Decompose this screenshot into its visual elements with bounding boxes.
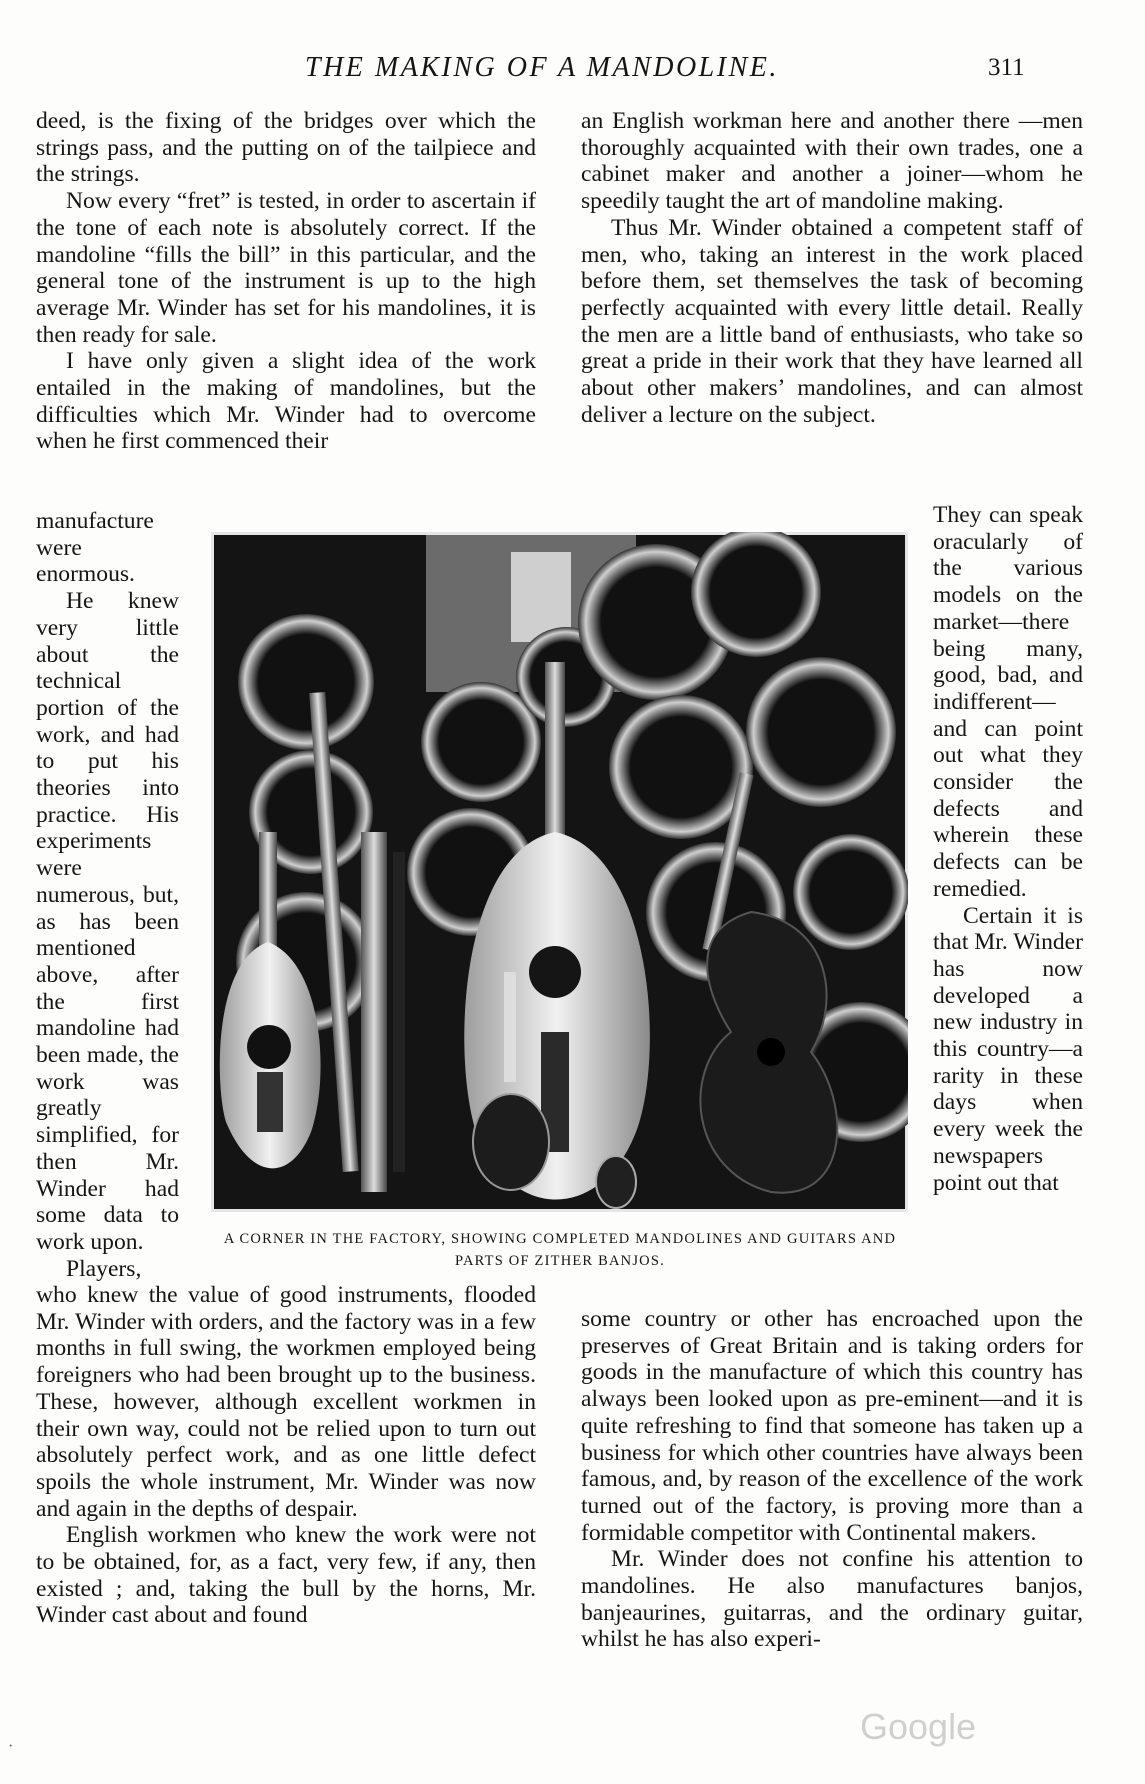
paragraph: Mr. Winder does not confine his attention to mandolines. He also manufactures banjos, banjeaurines, guitarras, and the ordinary guitar, whilst he has also experi- (581, 1546, 1083, 1653)
left-column-narrow (36, 508, 179, 1282)
right-column-top (581, 108, 1083, 428)
figure-caption: A CORNER IN THE FACTORY, SHOWING COMPLETED MANDOLINES AND GUITARS AND PARTS OF ZITHER BANJOS. (223, 1231, 897, 1269)
left-column-bottom (36, 1282, 536, 1629)
paragraph: I have only given a slight idea of the work entailed in the making of mandolines, but the difficulties which Mr. Winder had to overcome when he first commenced their (36, 348, 536, 455)
paragraph: some country or other has encroached upon the preserves of Great Britain and is taking orders for goods in the manufacture of which this country has always been looked upon as pre-eminent—and it is quite refreshing to find that someone has taken up a business for which other countries have always been famous, and, by reason of the excellence of the work turned out of the factory, is proving more than a formidable competitor with Continental makers. (581, 1306, 1083, 1546)
paragraph: who knew the value of good instruments, flooded Mr. Winder with orders, and the factory was in a few months in full swing, the workmen employed being foreigners who had been brought up to the business. These, however, although excellent workmen in their own way, could not be relied upon to turn out absolutely perfect work, and as one little defect spoils the whole instrument, Mr. Winder was now and again in the depths of despair. (36, 1282, 536, 1522)
factory-photograph (211, 532, 908, 1212)
running-title: THE MAKING OF A MANDOLINE. (305, 52, 779, 83)
paragraph: Certain it is that Mr. Winder has now developed a new industry in this country—a rarity in these days when every week the newspapers point out that (933, 902, 1083, 1196)
paragraph: an English workman here and another there —men thoroughly acquainted with their own trades, one a cabinet maker and another a joiner—whom he speedily taught the art of mandoline making. (581, 108, 1083, 215)
paragraph: deed, is the fixing of the bridges over which the strings pass, and the putting on of the tailpiece and the strings. (36, 108, 536, 188)
paragraph: He knew very little about the technical portion of the work, and had to put his theories into practice. His experiments were numerous, but, as has been mentioned above, after the first mandoline had been made, the work was greatly simplified, for then Mr. Winder had some data to work upon. (36, 588, 179, 1255)
running-header (0, 52, 1145, 92)
watermark: Google (860, 1706, 977, 1747)
paragraph: manufacture were enormous. (36, 508, 154, 588)
page-mark: · (8, 1738, 14, 1755)
paragraph: English workmen who knew the work were not to be obtained, for, as a fact, very few, if any, then existed ; and, taking the bull by the horns, Mr. Winder cast about and found (36, 1522, 536, 1629)
mandolines-illustration (211, 532, 908, 1212)
page-number: 311 (988, 54, 1025, 81)
right-column-narrow (933, 502, 1083, 1196)
paragraph: Now every “fret” is tested, in order to ascertain if the tone of each note is absolutely correct. If the mandoline “fills the bill” in this particular, and the general tone of the instrument is up to the high average Mr. Winder has set for his mandolines, it is then ready for sale. (36, 188, 536, 348)
right-column-bottom (581, 1306, 1083, 1653)
paragraph: Thus Mr. Winder obtained a competent staff of men, who, taking an interest in the work placed before them, set themselves the task of becoming perfectly acquainted with every little detail. Really the men are a little band of enthusiasts, who take so great a pride in their work that they have learned all about other makers’ mandolines, and can almost deliver a lecture on the subject. (581, 214, 1083, 428)
left-column-top (36, 108, 536, 455)
paragraph: Players, (66, 1255, 142, 1282)
paragraph: They can speak oracularly of the various models on the market—there being many, good, bad, and indifferent—and can point out what they consider the defects and wherein these defects can be remedied. (933, 502, 1083, 902)
